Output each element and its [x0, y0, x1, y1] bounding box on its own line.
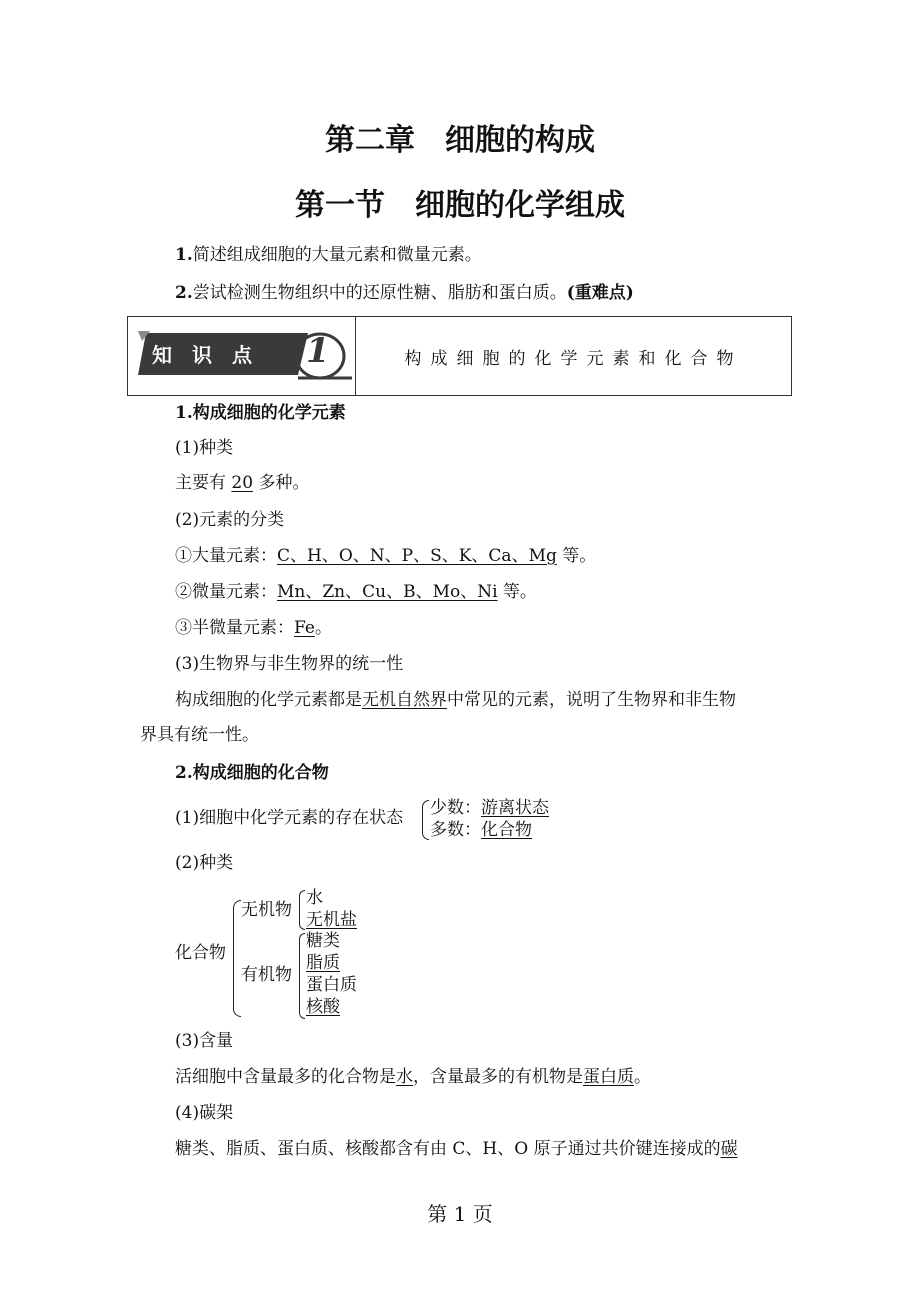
state-many-label: 多数：: [430, 820, 481, 840]
chapter-title: 第二章 细胞的构成: [325, 123, 595, 158]
state-few-label: 少数：: [430, 798, 481, 818]
classification-heading: (2)元素的分类: [175, 510, 285, 530]
tree-item-water: 水: [306, 888, 323, 908]
section-title: 第一节 细胞的化学组成: [295, 188, 625, 223]
macro-post: 等。: [556, 546, 597, 566]
semi-micro-elements: [175, 617, 332, 639]
content-mid: ，含量最多的有机物是: [413, 1067, 583, 1087]
content-pre: 活细胞中含量最多的化合物是: [175, 1067, 396, 1087]
macro-label: ①大量元素：: [175, 546, 277, 566]
tree-item-sugar: 糖类: [306, 931, 340, 951]
tree-item-protein: 蛋白质: [306, 975, 357, 995]
kinds-post: 多种。: [253, 473, 310, 493]
content-blank-1: 水: [396, 1067, 413, 1087]
carbon-heading: (4)碳架: [175, 1103, 234, 1123]
state-many: [430, 819, 532, 841]
inorganic-brace: [299, 890, 305, 930]
semi-value: Fe: [294, 618, 315, 638]
state-label: (1)细胞中化学元素的存在状态: [175, 808, 404, 828]
section-2-heading: 2.构成细胞的化合物: [175, 763, 329, 783]
tree-item-nucleic-acid: 核酸: [306, 997, 340, 1017]
objective-1-number: 1.: [175, 245, 193, 265]
badge-number: 1: [306, 331, 330, 371]
macro-elements: [175, 545, 596, 567]
tree-root-brace: [233, 900, 241, 1017]
unity-heading: (3)生物界与非生物界的统一性: [175, 654, 404, 674]
kinds-sentence: [175, 472, 309, 494]
micro-elements: [175, 581, 537, 603]
tree-organic: 有机物: [241, 965, 292, 985]
kinds-heading: (1)种类: [175, 438, 234, 458]
tree-item-salt: 无机盐: [306, 910, 357, 930]
unity-pre: 构成细胞的化学元素都是: [175, 690, 362, 710]
objective-2-number: 2.: [175, 283, 193, 303]
state-brace: [422, 800, 429, 840]
micro-value: Mn、Zn、Cu、B、Mo、Ni: [277, 582, 498, 602]
knowledge-point-box: [127, 316, 792, 396]
unity-line-1: [175, 689, 736, 711]
carbon-blank: 碳: [720, 1139, 738, 1159]
objective-2-tag: (重难点): [566, 283, 634, 303]
state-few: [430, 797, 549, 819]
carbon-pre: 糖类、脂质、蛋白质、核酸都含有由 C、H、O 原子通过共价键连接成的: [175, 1139, 721, 1159]
tree-root: 化合物: [175, 943, 226, 963]
kinds-blank: 20: [231, 473, 254, 493]
content-post: 。: [634, 1067, 651, 1087]
unity-line-2: 界具有统一性。: [140, 725, 259, 745]
content-heading: (3)含量: [175, 1031, 234, 1051]
kinds-pre: 主要有: [175, 473, 232, 493]
tree-item-lipid: 脂质: [306, 953, 340, 973]
carbon-sentence: [175, 1138, 738, 1160]
badge-text: 知 识 点: [152, 343, 252, 367]
knowledge-point-title: 构成细胞的化学元素和化合物: [404, 348, 743, 369]
tree-inorganic: 无机物: [241, 900, 292, 920]
objective-2: [175, 282, 634, 304]
semi-label: ③半微量元素：: [175, 618, 294, 638]
unity-blank: 无机自然界: [362, 690, 447, 710]
state-many-value: 化合物: [481, 820, 532, 840]
organic-brace: [299, 933, 305, 1019]
page-number: 第 1 页: [427, 1202, 493, 1226]
content-sentence: [175, 1066, 651, 1088]
semi-post: 。: [314, 618, 332, 638]
objective-1: [175, 244, 482, 266]
compound-kinds-heading: (2)种类: [175, 853, 234, 873]
objective-2-text: 尝试检测生物组织中的还原性糖、脂肪和蛋白质。: [192, 283, 567, 303]
section-1-heading: 1.构成细胞的化学元素: [175, 403, 346, 423]
content-blank-2: 蛋白质: [583, 1067, 634, 1087]
micro-label: ②微量元素：: [175, 582, 277, 602]
macro-value: C、H、O、N、P、S、K、Ca、Mg: [277, 546, 557, 566]
state-few-value: 游离状态: [481, 798, 549, 818]
unity-post: 中常见的元素，说明了生物界和非生物: [447, 690, 736, 710]
objective-1-text: 简述组成细胞的大量元素和微量元素。: [192, 245, 482, 265]
micro-post: 等。: [497, 582, 537, 602]
